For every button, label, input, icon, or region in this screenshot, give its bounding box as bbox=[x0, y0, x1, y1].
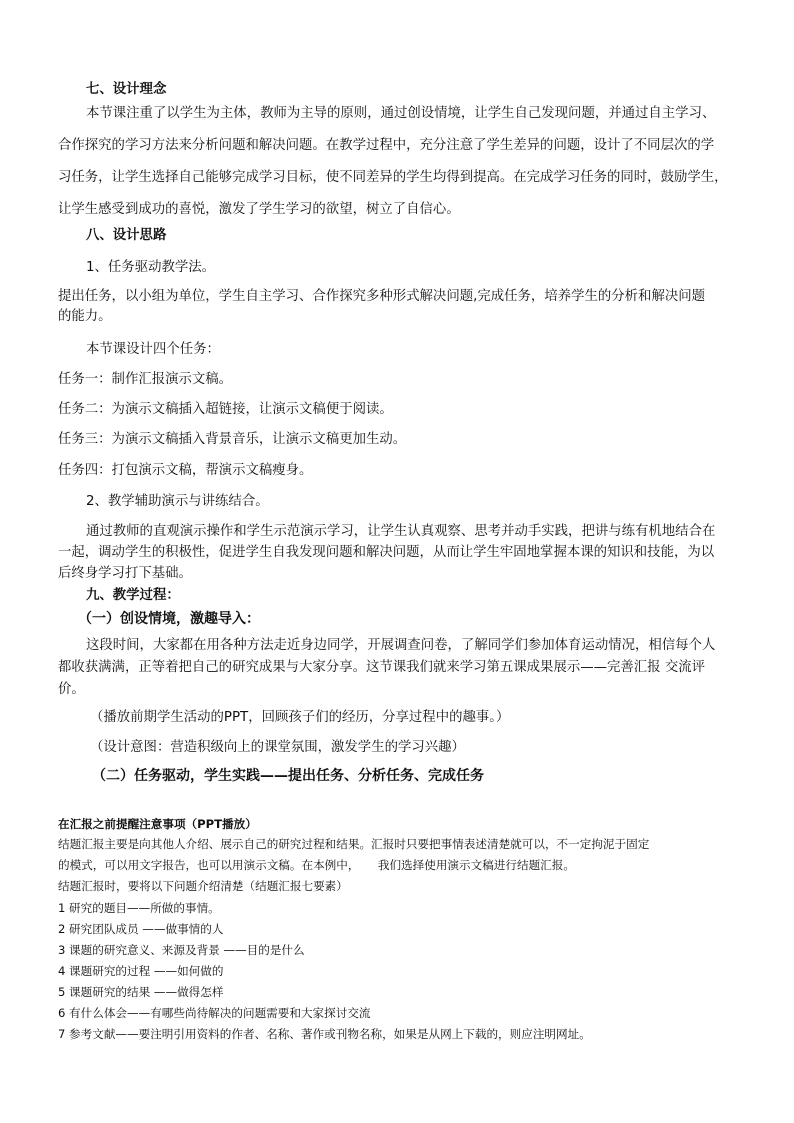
paragraph-line: 一起，调动学生的积极性，促进学生自我发现问题和解决问题，从而让学生牢固地掌握本课的知识和技能，为以 bbox=[58, 545, 715, 560]
paragraph-line: 通过教师的直观演示操作和学生示范演示学习，让学生认真观察、思考并动手实践，把讲与练有机地结合在 bbox=[86, 524, 716, 539]
task-item: 任务三：为演示文稿插入背景音乐，让演示文稿更加生动。 bbox=[58, 432, 407, 447]
element-item: 6 有什么体会——有哪些尚待解决的问题需要和大家探讨交流 bbox=[58, 1006, 371, 1020]
paragraph-line: 都收获满满，正等着把自己的研究成果与大家分享。这节课我们就来学习第五课成果展示——完善汇报 交流评 bbox=[58, 660, 706, 675]
element-item: 4 课题研究的过程 ——如何做的 bbox=[58, 964, 224, 978]
paragraph-line: 本节课注重了以学生为主体，教师为主导的原则，通过创设情境，让学生自己发现问题，并通过自主学习、 bbox=[86, 106, 716, 121]
section-heading-design-concept: 七、设计理念 bbox=[86, 82, 167, 97]
paragraph-line: 提出任务，以小组为单位，学生自主学习、合作探究多种形式解决问题,完成任务，培养学生的分析和解决问题 bbox=[58, 289, 706, 304]
task-item: 任务一：制作汇报演示文稿。 bbox=[58, 372, 233, 387]
list-item: 1、任务驱动教学法。 bbox=[86, 260, 216, 275]
element-item: 3 课题的研究意义、来源及背景 ——目的是什么 bbox=[58, 943, 305, 957]
paragraph-line: 合作探究的学习方法来分析问题和解决问题。在教学过程中，充分注意了学生差异的问题，设计了不同层次的学 bbox=[58, 138, 715, 153]
paragraph-line: 这段时间，大家都在用各种方法走近身边同学，开展调查问卷，了解同学们参加体育运动情况，相信每个人 bbox=[86, 638, 716, 653]
list-item: 2、教学辅助演示与讲练结合。 bbox=[86, 494, 269, 509]
subsection-heading: （一）创设情境，激趣导入： bbox=[78, 611, 260, 627]
paragraph-line: 结题汇报主要是向其他人介绍、展示自己的研究过程和结果。汇报时只要把事情表述清楚就可以，不一定拘泥于固定 bbox=[58, 837, 650, 851]
paragraph-line: 的模式，可以用文字报告，也可以用演示文稿。在本例中， 我们选择使用演示文稿进行结题汇报。 bbox=[58, 858, 575, 872]
paragraph-line: 习任务，让学生选择自己能够完成学习目标，使不同差异的学生均得到提高。在完成学习任务的同时，鼓励学生， bbox=[58, 170, 728, 185]
paragraph-line: 本节课设计四个任务： bbox=[86, 342, 220, 357]
task-item: 任务二：为演示文稿插入超链接，让演示文稿便于阅读。 bbox=[58, 402, 393, 417]
note-line: （设计意图：营造积级向上的课堂氛围，激发学生的学习兴趣） bbox=[90, 740, 465, 755]
paragraph-line: 结题汇报时，要将以下问题介绍清楚（结题汇报七要素） bbox=[58, 879, 348, 893]
section-heading-teaching-process: 九、教学过程： bbox=[86, 588, 180, 603]
element-item: 5 课题研究的结果 ——做得怎样 bbox=[58, 985, 224, 999]
element-item: 2 研究团队成员 ——做事情的人 bbox=[58, 922, 224, 936]
section-heading-design-ideas: 八、设计思路 bbox=[86, 228, 167, 243]
element-item: 1 研究的题目——所做的事情。 bbox=[58, 901, 220, 915]
element-item: 7 参考文献——要注明引用资料的作者、名称、著作或刊物名称，如果是从网上下载的，则应注明网址。 bbox=[58, 1027, 591, 1041]
reminder-title: 在汇报之前提醒注意事项（PPT播放） bbox=[58, 817, 257, 831]
paragraph-line: 后终身学习打下基础。 bbox=[58, 566, 192, 581]
paragraph-line: 让学生感受到成功的喜悦，激发了学生学习的欲望，树立了自信心。 bbox=[58, 202, 460, 217]
subsection-heading: （二）任务驱动，学生实践——提出任务、分析任务、完成任务 bbox=[92, 768, 484, 784]
note-line: （播放前期学生活动的PPT，回顾孩子们的经历，分享过程中的趣事。） bbox=[90, 710, 510, 725]
paragraph-line: 的能力。 bbox=[58, 309, 112, 324]
paragraph-line: 价。 bbox=[58, 682, 85, 697]
task-item: 任务四：打包演示文稿，帮演示文稿瘦身。 bbox=[58, 463, 313, 478]
